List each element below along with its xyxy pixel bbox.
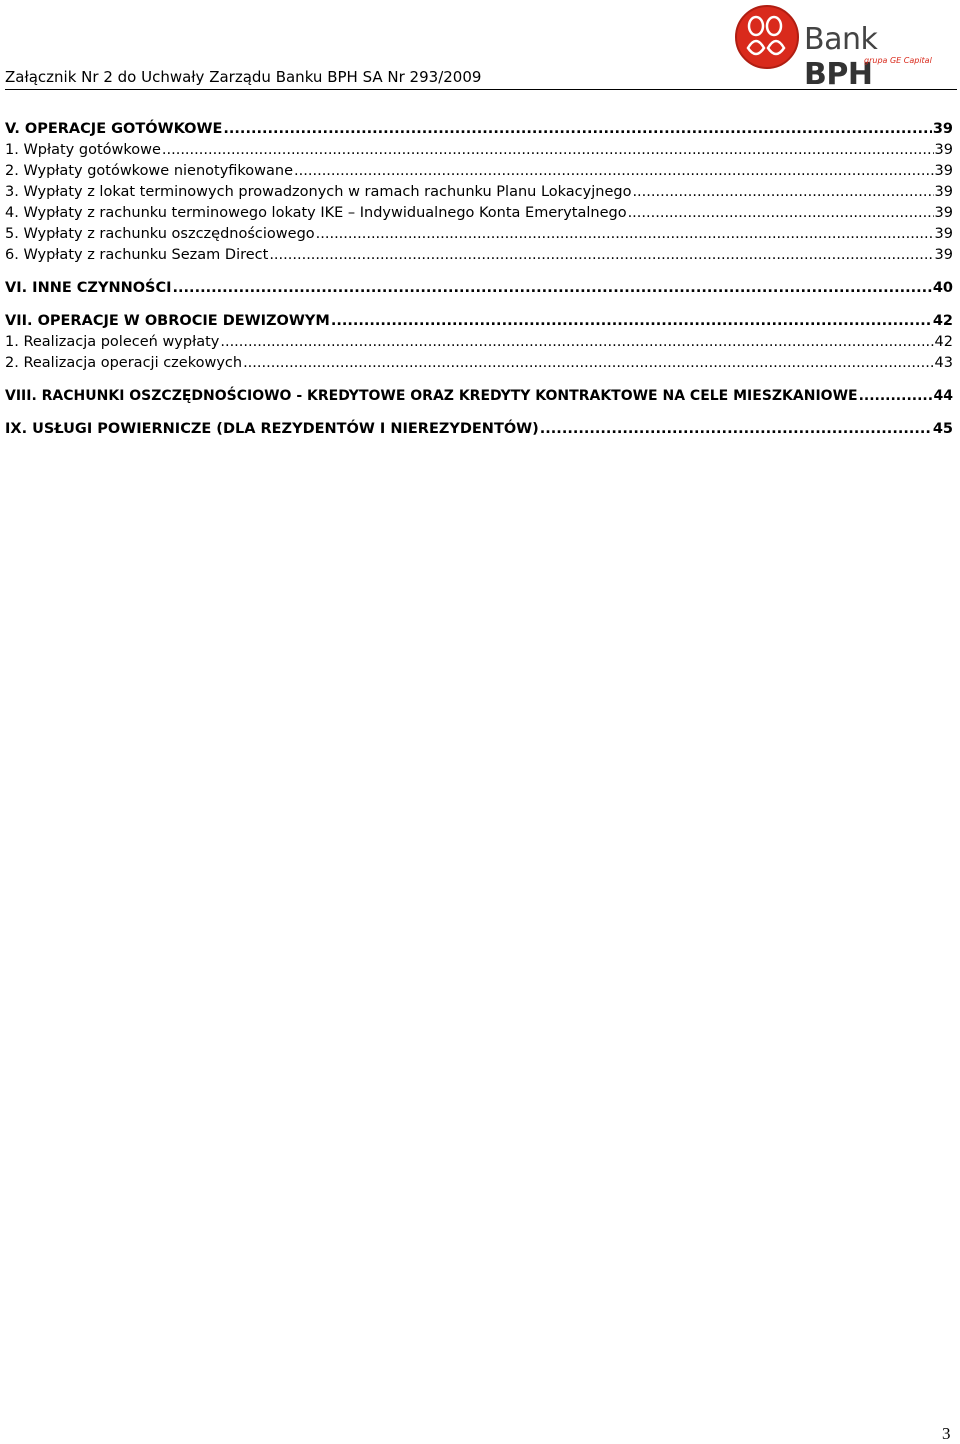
toc-entry-label: VI. INNE CZYNNOŚCI (5, 280, 172, 296)
toc-entry-label: 2. Wypłaty gotówkowe nienotyfikowane (5, 163, 294, 179)
toc-entry-page: 45 (932, 421, 953, 437)
toc-entry-label: 1. Wpłaty gotówkowe (5, 142, 161, 158)
toc-leader (269, 247, 933, 263)
document-reference: Załącznik Nr 2 do Uchwały Zarządu Banku BPH SA Nr 293/2009 (5, 68, 482, 86)
logo-text-bph: BPH (804, 57, 873, 92)
toc-leader (173, 280, 932, 296)
toc-entry[interactable] (5, 184, 953, 205)
toc-leader (294, 163, 934, 179)
toc-entry-page: 39 (934, 163, 953, 179)
toc-entry-label: VII. OPERACJE W OBROCIE DEWIZOWYM (5, 313, 330, 329)
toc-leader (162, 142, 934, 158)
toc-leader (331, 313, 932, 329)
toc-entry-label: 2. Realizacja operacji czekowych (5, 355, 243, 371)
toc-entry-label: 5. Wypłaty z rachunku oszczędnościowego (5, 226, 315, 242)
toc-entry[interactable] (5, 142, 953, 163)
toc-entry-page: 39 (934, 142, 953, 158)
header-divider (5, 89, 957, 90)
table-of-contents (5, 121, 953, 442)
toc-entry-page: 39 (934, 205, 953, 221)
toc-entry[interactable] (5, 226, 953, 247)
bank-bph-emblem-icon (734, 4, 800, 70)
page-header (0, 0, 960, 92)
page-number: 3 (942, 1424, 951, 1443)
toc-entry-label: 4. Wypłaty z rachunku terminowego lokaty IKE – Indywidualnego Konta Emerytalnego (5, 205, 627, 221)
toc-entry-page: 39 (934, 226, 953, 242)
toc-entry-page: 44 (933, 388, 953, 404)
toc-entry[interactable] (5, 421, 953, 442)
toc-leader (632, 184, 933, 200)
toc-entry[interactable] (5, 334, 953, 355)
logo-subtitle: grupa GE Capital (864, 56, 932, 65)
logo-text-bank: Bank (804, 22, 878, 57)
toc-entry[interactable] (5, 163, 953, 184)
toc-entry-page: 40 (932, 280, 953, 296)
toc-entry-label: 3. Wypłaty z lokat terminowych prowadzonych w ramach rachunku Planu Lokacyjnego (5, 184, 632, 200)
toc-entry[interactable] (5, 205, 953, 226)
toc-entry-label: 1. Realizacja poleceń wypłaty (5, 334, 220, 350)
toc-entry-page: 39 (934, 247, 953, 263)
toc-entry[interactable] (5, 355, 953, 376)
toc-entry-label: VIII. RACHUNKI OSZCZĘDNOŚCIOWO - KREDYTOWE ORAZ KREDYTY KONTRAKTOWE NA CELE MIESZKANIOWE (5, 388, 858, 404)
toc-entry-page: 43 (934, 355, 953, 371)
toc-entry[interactable] (5, 121, 953, 142)
toc-entry-page: 39 (932, 121, 953, 137)
toc-leader (859, 388, 933, 404)
toc-entry[interactable] (5, 388, 953, 409)
toc-leader (223, 121, 931, 137)
toc-entry[interactable] (5, 247, 953, 268)
toc-leader (243, 355, 933, 371)
toc-entry-label: IX. USŁUGI POWIERNICZE (DLA REZYDENTÓW I NIEREZYDENTÓW) (5, 421, 539, 437)
toc-entry-page: 42 (932, 313, 953, 329)
toc-leader (540, 421, 932, 437)
toc-entry[interactable] (5, 313, 953, 334)
toc-leader (316, 226, 934, 242)
toc-leader (220, 334, 933, 350)
toc-entry-label: V. OPERACJE GOTÓWKOWE (5, 121, 223, 137)
toc-entry-page: 39 (934, 184, 953, 200)
toc-entry[interactable] (5, 280, 953, 301)
bank-bph-logo (734, 4, 934, 92)
toc-entry-label: 6. Wypłaty z rachunku Sezam Direct (5, 247, 269, 263)
toc-leader (628, 205, 934, 221)
toc-entry-page: 42 (934, 334, 953, 350)
